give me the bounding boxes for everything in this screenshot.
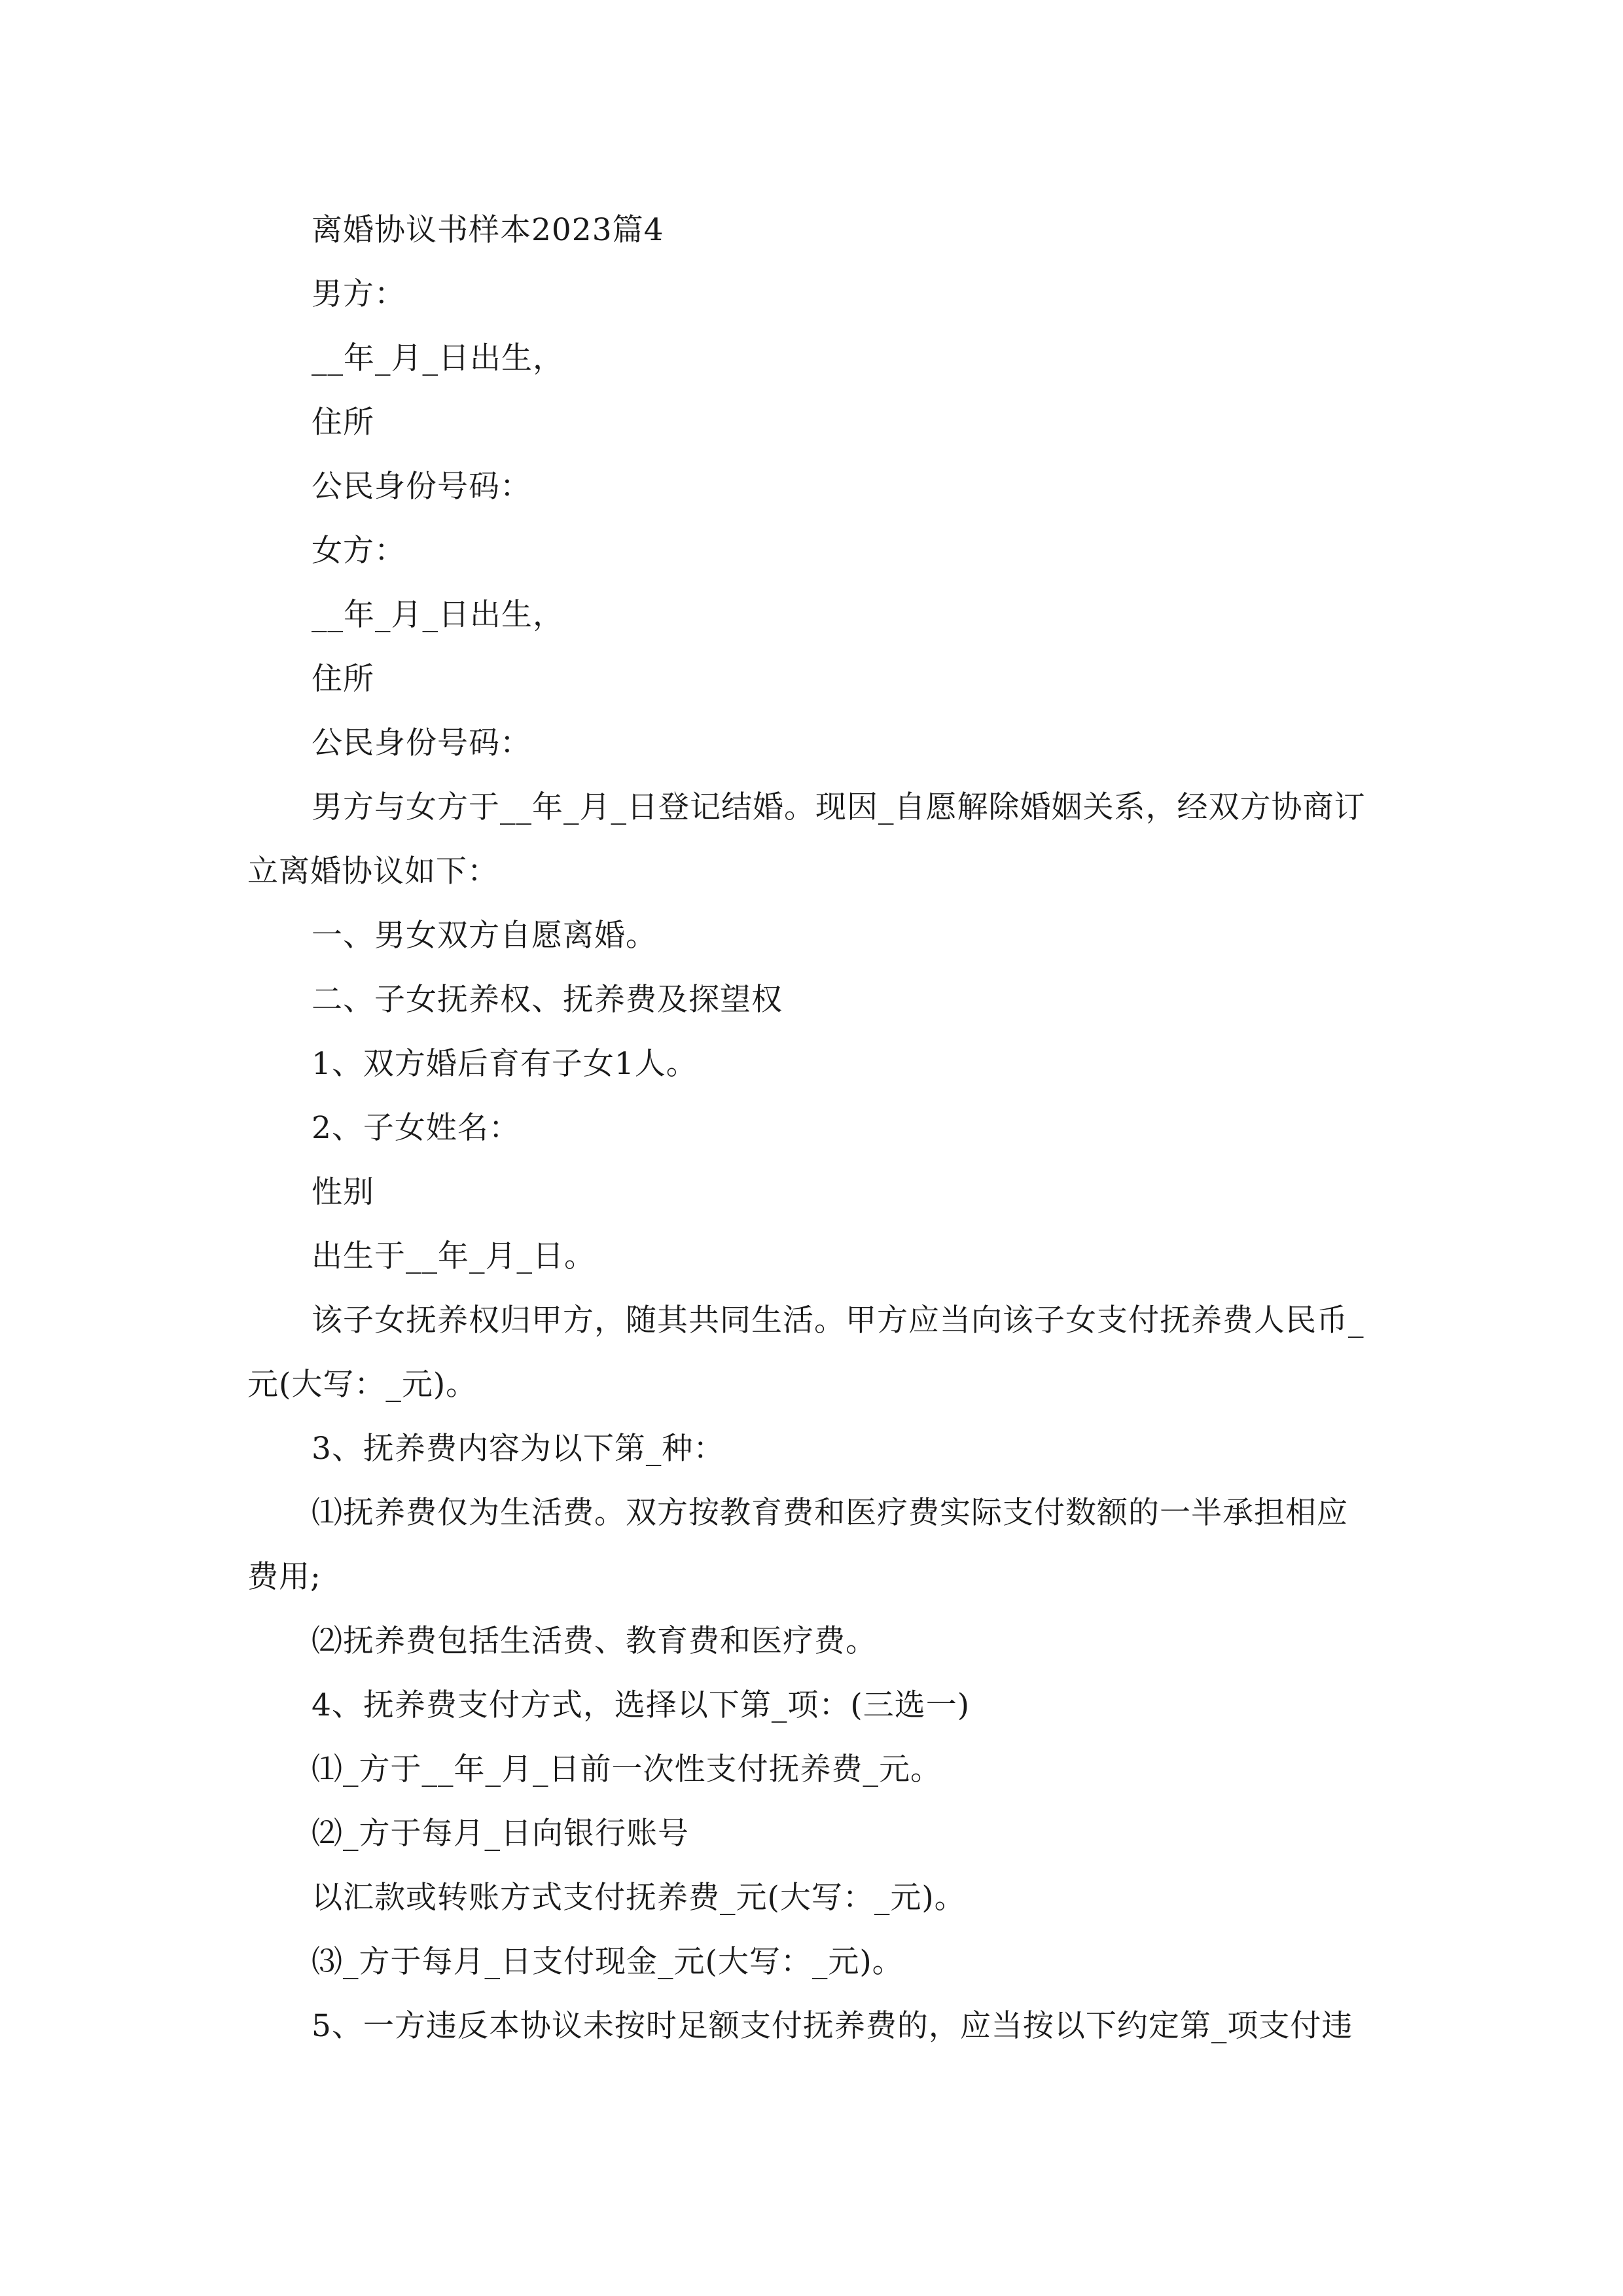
clause-child-gender: 性别 (312, 1174, 374, 1210)
male-party-label: 男方： (312, 276, 406, 312)
support-content-option-1: ⑴抚养费仅为生活费。双方按教育费和医疗费实际支付数额的一半承担相应费用; (247, 1495, 1348, 1595)
payment-option-3: ⑶_方于每月_日支付现金_元(大写：_元)。 (312, 1944, 904, 1980)
document-title: 离婚协议书样本2023篇4 (312, 212, 664, 248)
male-birth-date: __年_月_日出生， (312, 340, 564, 376)
clause-child-name: 2、子女姓名： (312, 1110, 520, 1146)
clause-children-count: 1、双方婚后育有子女1人。 (312, 1046, 698, 1082)
male-id-number: 公民身份号码： (312, 469, 531, 505)
support-content-option-2: ⑵抚养费包括生活费、教育费和医疗费。 (312, 1623, 877, 1659)
male-residence: 住所 (312, 404, 374, 440)
payment-option-2-continued: 以汇款或转账方式支付抚养费_元(大写：_元)。 (312, 1880, 966, 1916)
female-id-number: 公民身份号码： (312, 725, 531, 761)
section-child-custody-heading: 二、子女抚养权、抚养费及探望权 (312, 982, 783, 1018)
document-body (247, 198, 1376, 2058)
clause-breach-penalty: 5、一方违反本协议未按时足额支付抚养费的，应当按以下约定第_项支付违 (312, 2008, 1353, 2044)
clause-child-birth-date: 出生于__年_月_日。 (312, 1238, 596, 1274)
clause-support-content-heading: 3、抚养费内容为以下第_种： (312, 1431, 725, 1467)
payment-option-1: ⑴_方于__年_月_日前一次性支付抚养费_元。 (312, 1751, 942, 1787)
marriage-registration-paragraph: 男方与女方于__年_月_日登记结婚。现因_自愿解除婚姻关系，经双方协商订立离婚协议如下： (247, 789, 1366, 889)
clause-voluntary-divorce: 一、男女双方自愿离婚。 (312, 918, 657, 954)
clause-custody-support-amount: 该子女抚养权归甲方，随其共同生活。甲方应当向该子女支付抚养费人民币_元(大写：_元)。 (247, 1302, 1364, 1403)
female-party-label: 女方： (312, 533, 406, 569)
female-birth-date: __年_月_日出生， (312, 597, 564, 633)
clause-payment-method-heading: 4、抚养费支付方式，选择以下第_项：(三选一) (312, 1687, 971, 1723)
female-residence: 住所 (312, 661, 374, 697)
payment-option-2: ⑵_方于每月_日向银行账号 (312, 1816, 689, 1852)
